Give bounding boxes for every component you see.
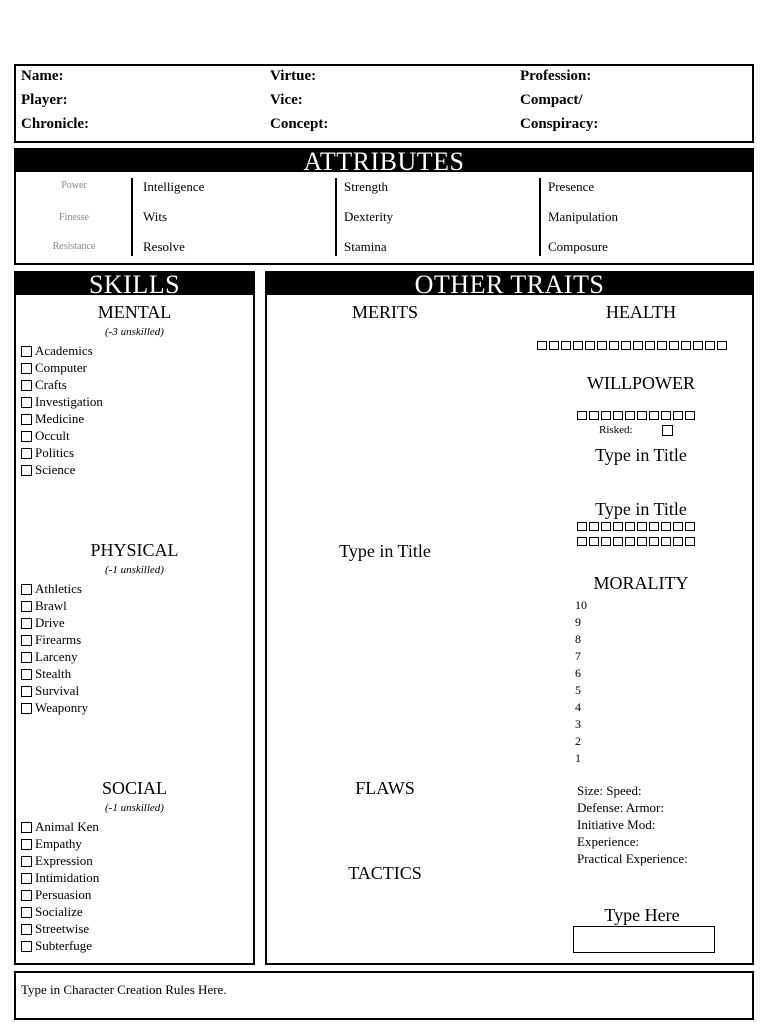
- track-box[interactable]: [601, 537, 611, 546]
- skill-label: Weaponry: [35, 700, 89, 715]
- attr-dexterity[interactable]: Dexterity: [344, 209, 394, 224]
- track-box[interactable]: [597, 341, 607, 350]
- track-box[interactable]: [673, 537, 683, 546]
- track-box[interactable]: [577, 411, 587, 420]
- mental-unskilled-note: (-3 unskilled): [105, 326, 164, 338]
- skill-specialty-checkbox[interactable]: [21, 686, 32, 697]
- track-box[interactable]: [681, 341, 691, 350]
- social-skills-title: SOCIAL: [101, 778, 167, 798]
- skill-social-7[interactable]: [21, 937, 92, 954]
- track-box[interactable]: [601, 522, 611, 531]
- skill-specialty-checkbox[interactable]: [21, 652, 32, 663]
- skill-label: Investigation: [35, 394, 103, 409]
- attr-divider-2: [335, 178, 337, 256]
- attr-intelligence[interactable]: Intelligence: [143, 179, 205, 194]
- defense-armor-label: Defense: Armor:: [577, 800, 665, 815]
- conspiracy-field[interactable]: Conspiracy:: [520, 116, 599, 132]
- type-here-input[interactable]: [573, 926, 715, 953]
- attributes-title: ATTRIBUTES: [16, 150, 752, 172]
- skill-label: Stealth: [35, 666, 72, 681]
- skill-physical-2[interactable]: [21, 614, 65, 631]
- skill-mental-7[interactable]: [21, 461, 75, 478]
- track-box[interactable]: [685, 537, 695, 546]
- skill-label: Academics: [35, 343, 93, 358]
- track-box[interactable]: [609, 341, 619, 350]
- track-box[interactable]: [589, 411, 599, 420]
- skill-specialty-checkbox[interactable]: [21, 703, 32, 714]
- skill-label: Politics: [35, 445, 75, 460]
- skill-physical-7[interactable]: [21, 699, 88, 716]
- skill-specialty-checkbox[interactable]: [21, 890, 32, 901]
- skill-specialty-checkbox[interactable]: [21, 601, 32, 612]
- custom-trait-title-1[interactable]: Type in Title: [595, 445, 687, 465]
- skill-mental-2[interactable]: [21, 376, 67, 393]
- skill-mental-1[interactable]: [21, 359, 87, 376]
- attr-label-finesse: Finesse: [59, 212, 89, 223]
- skill-specialty-checkbox[interactable]: [21, 380, 32, 391]
- skill-specialty-checkbox[interactable]: [21, 363, 32, 374]
- skill-specialty-checkbox[interactable]: [21, 431, 32, 442]
- attr-label-power: Power: [61, 180, 87, 191]
- skill-specialty-checkbox[interactable]: [21, 584, 32, 595]
- morality-title: MORALITY: [593, 573, 689, 593]
- track-box[interactable]: [601, 411, 611, 420]
- skill-specialty-checkbox[interactable]: [21, 448, 32, 459]
- skill-specialty-checkbox[interactable]: [21, 618, 32, 629]
- track-box[interactable]: [673, 411, 683, 420]
- skill-label: Expression: [35, 853, 93, 868]
- skill-label: Science: [35, 462, 76, 477]
- track-box[interactable]: [613, 411, 623, 420]
- skill-specialty-checkbox[interactable]: [21, 856, 32, 867]
- track-box[interactable]: [685, 522, 695, 531]
- track-box[interactable]: [661, 522, 671, 531]
- custom-trait-track-1[interactable]: [577, 522, 695, 531]
- skill-label: Crafts: [35, 377, 67, 392]
- track-box[interactable]: [661, 411, 671, 420]
- tactics-title: TACTICS: [348, 863, 422, 883]
- skill-specialty-checkbox[interactable]: [21, 669, 32, 680]
- skill-specialty-checkbox[interactable]: [21, 907, 32, 918]
- skill-social-0[interactable]: [21, 818, 99, 835]
- attr-stamina[interactable]: Stamina: [344, 239, 387, 254]
- creation-rules-text[interactable]: Type in Character Creation Rules Here.: [21, 982, 227, 997]
- track-box[interactable]: [613, 522, 623, 531]
- track-box[interactable]: [625, 537, 635, 546]
- track-box[interactable]: [657, 341, 667, 350]
- skill-physical-1[interactable]: [21, 597, 67, 614]
- morality-level[interactable]: 4: [575, 700, 581, 714]
- risked-checkbox[interactable]: [662, 425, 673, 436]
- track-box[interactable]: [633, 341, 643, 350]
- skill-label: Drive: [35, 615, 65, 630]
- skill-specialty-checkbox[interactable]: [21, 839, 32, 850]
- risked-label: Risked:: [599, 424, 633, 436]
- merits-title: MERITS: [351, 302, 418, 322]
- track-box[interactable]: [637, 537, 647, 546]
- skill-specialty-checkbox[interactable]: [21, 346, 32, 357]
- skill-social-5[interactable]: [21, 903, 83, 920]
- attr-wits[interactable]: Wits: [143, 209, 168, 224]
- vice-field[interactable]: Vice:: [270, 92, 303, 108]
- skill-label: Socialize: [35, 904, 83, 919]
- morality-level[interactable]: 5: [575, 683, 581, 697]
- skill-social-3[interactable]: [21, 869, 99, 886]
- track-box[interactable]: [649, 411, 659, 420]
- skills-title: SKILLS: [16, 273, 253, 295]
- skill-social-4[interactable]: [21, 886, 91, 903]
- skill-label: Empathy: [35, 836, 82, 851]
- morality-level[interactable]: 8: [575, 632, 581, 646]
- willpower-title: WILLPOWER: [587, 373, 695, 393]
- skill-mental-4[interactable]: [21, 410, 84, 427]
- chronicle-field[interactable]: Chronicle:: [21, 116, 90, 132]
- morality-level[interactable]: 1: [575, 751, 581, 765]
- attr-composure[interactable]: Composure: [548, 239, 608, 254]
- skill-mental-5[interactable]: [21, 427, 70, 444]
- skill-specialty-checkbox[interactable]: [21, 397, 32, 408]
- health-title: HEALTH: [605, 302, 677, 322]
- skill-label: Survival: [35, 683, 80, 698]
- practical-experience-label: Practical Experience:: [577, 851, 688, 866]
- attr-label-resistance: Resistance: [52, 241, 96, 252]
- track-box[interactable]: [549, 341, 559, 350]
- morality-level[interactable]: 10: [575, 598, 587, 612]
- attr-presence[interactable]: Presence: [548, 179, 595, 194]
- attr-manipulation[interactable]: Manipulation: [548, 209, 619, 224]
- track-box[interactable]: [621, 341, 631, 350]
- track-box[interactable]: [673, 522, 683, 531]
- track-box[interactable]: [573, 341, 583, 350]
- health-track[interactable]: [537, 341, 727, 350]
- track-box[interactable]: [589, 522, 599, 531]
- skill-specialty-checkbox[interactable]: [21, 924, 32, 935]
- compact-field[interactable]: Compact/: [520, 92, 583, 108]
- skill-physical-5[interactable]: [21, 665, 71, 682]
- morality-level[interactable]: 7: [575, 649, 581, 663]
- skill-label: Occult: [35, 428, 70, 443]
- skill-label: Intimidation: [35, 870, 100, 885]
- physical-unskilled-note: (-1 unskilled): [105, 564, 164, 576]
- social-unskilled-note: (-1 unskilled): [105, 802, 164, 814]
- track-box[interactable]: [577, 522, 587, 531]
- track-box[interactable]: [637, 411, 647, 420]
- attr-divider-1: [131, 178, 133, 256]
- track-box[interactable]: [585, 341, 595, 350]
- skill-physical-4[interactable]: [21, 648, 78, 665]
- track-box[interactable]: [537, 341, 547, 350]
- track-box[interactable]: [577, 537, 587, 546]
- skill-specialty-checkbox[interactable]: [21, 822, 32, 833]
- track-box[interactable]: [661, 537, 671, 546]
- skill-physical-3[interactable]: [21, 631, 81, 648]
- track-box[interactable]: [637, 522, 647, 531]
- skill-label: Animal Ken: [35, 819, 99, 834]
- track-box[interactable]: [685, 411, 695, 420]
- flaws-title: FLAWS: [355, 778, 415, 798]
- name-field[interactable]: Name:: [21, 68, 64, 84]
- skill-social-2[interactable]: [21, 852, 93, 869]
- skill-label: Computer: [35, 360, 87, 375]
- morality-level[interactable]: 2: [575, 734, 581, 748]
- player-field[interactable]: Player:: [21, 92, 68, 108]
- skill-label: Persuasion: [35, 887, 92, 902]
- experience-label: Experience:: [577, 834, 640, 849]
- merits-custom-title[interactable]: Type in Title: [339, 541, 431, 561]
- size-speed-label: Size: Speed:: [577, 783, 642, 798]
- skill-label: Athletics: [35, 581, 82, 596]
- attr-strength[interactable]: Strength: [344, 179, 389, 194]
- virtue-field[interactable]: Virtue:: [270, 68, 317, 84]
- track-box[interactable]: [717, 341, 727, 350]
- attr-resolve[interactable]: Resolve: [143, 239, 185, 254]
- skill-physical-0[interactable]: [21, 580, 82, 597]
- track-box[interactable]: [561, 341, 571, 350]
- morality-level[interactable]: 6: [575, 666, 581, 680]
- mental-skills-title: MENTAL: [97, 302, 172, 322]
- initiative-mod-label: Initiative Mod:: [577, 817, 656, 832]
- track-box[interactable]: [649, 522, 659, 531]
- custom-trait-track-2[interactable]: [577, 537, 695, 546]
- skill-label: Medicine: [35, 411, 85, 426]
- skill-social-6[interactable]: [21, 920, 89, 937]
- type-here-title[interactable]: Type Here: [604, 905, 680, 925]
- skill-physical-6[interactable]: [21, 682, 79, 699]
- skill-mental-6[interactable]: [21, 444, 74, 461]
- track-box[interactable]: [613, 537, 623, 546]
- track-box[interactable]: [705, 341, 715, 350]
- skill-label: Larceny: [35, 649, 78, 664]
- concept-field[interactable]: Concept:: [270, 116, 329, 132]
- track-box[interactable]: [645, 341, 655, 350]
- track-box[interactable]: [649, 537, 659, 546]
- other-traits-title: OTHER TRAITS: [267, 273, 752, 295]
- header-box: [14, 64, 754, 143]
- skill-mental-0[interactable]: [21, 342, 93, 359]
- skill-label: Firearms: [35, 632, 82, 647]
- track-box[interactable]: [669, 341, 679, 350]
- track-box[interactable]: [589, 537, 599, 546]
- track-box[interactable]: [625, 411, 635, 420]
- skill-specialty-checkbox[interactable]: [21, 635, 32, 646]
- willpower-track[interactable]: [577, 411, 695, 420]
- profession-field[interactable]: Profession:: [520, 68, 592, 84]
- physical-skills-title: PHYSICAL: [90, 540, 179, 560]
- skill-specialty-checkbox[interactable]: [21, 941, 32, 952]
- skill-specialty-checkbox[interactable]: [21, 414, 32, 425]
- skill-social-1[interactable]: [21, 835, 82, 852]
- track-box[interactable]: [693, 341, 703, 350]
- track-box[interactable]: [625, 522, 635, 531]
- skill-label: Subterfuge: [35, 938, 93, 953]
- skill-label: Streetwise: [35, 921, 90, 936]
- skill-specialty-checkbox[interactable]: [21, 465, 32, 476]
- skill-mental-3[interactable]: [21, 393, 103, 410]
- attr-divider-3: [539, 178, 541, 256]
- morality-level[interactable]: 9: [575, 615, 581, 629]
- custom-trait-title-2[interactable]: Type in Title: [595, 499, 687, 519]
- morality-level[interactable]: 3: [575, 717, 581, 731]
- skill-label: Brawl: [35, 598, 67, 613]
- skill-specialty-checkbox[interactable]: [21, 873, 32, 884]
